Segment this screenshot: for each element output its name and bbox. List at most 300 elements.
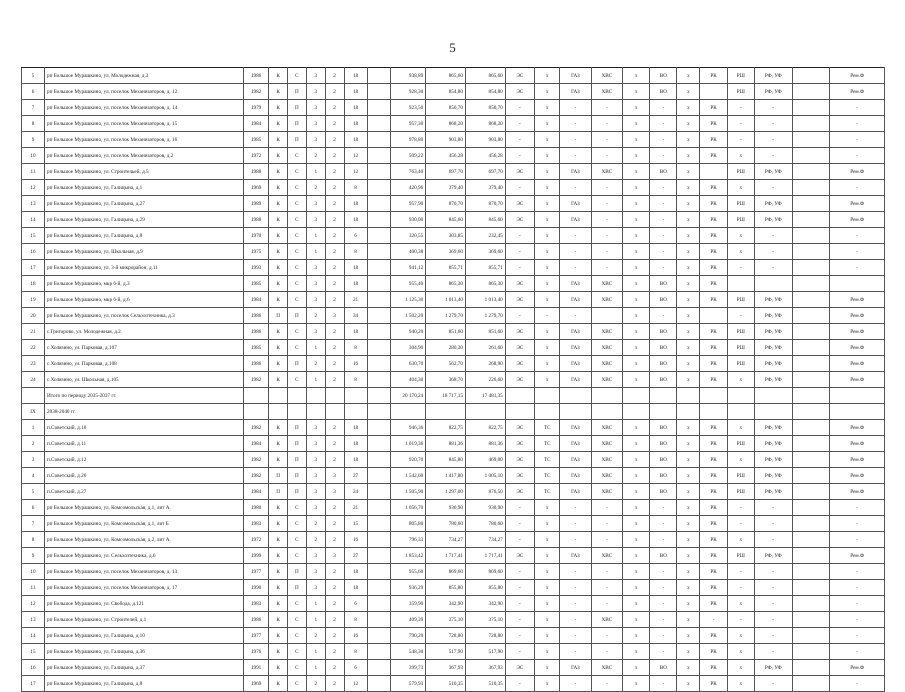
cell-i: ЭС <box>505 164 534 180</box>
cell-year: 1986 <box>244 308 269 324</box>
cell-u: - <box>830 116 885 132</box>
cell-c: 3 <box>306 324 325 340</box>
cell-n: 3 <box>22 452 45 468</box>
cell-g <box>426 404 466 420</box>
cell-e: 18 <box>344 68 367 84</box>
cell-s: РФ, УФ <box>754 468 792 484</box>
cell-b: С <box>287 660 306 676</box>
cell-a: К <box>269 644 288 660</box>
cell-k <box>560 404 591 420</box>
cell-a: К <box>269 84 288 100</box>
cell-r: х <box>727 660 754 676</box>
cell-u: Рем.Ф <box>830 84 885 100</box>
cell-e: 18 <box>344 324 367 340</box>
cell-c: 1 <box>306 372 325 388</box>
cell-d: 2 <box>325 164 344 180</box>
cell-f: 923,50 <box>390 100 426 116</box>
cell-m: х <box>623 596 650 612</box>
cell-a: К <box>269 660 288 676</box>
cell-blank <box>367 340 390 356</box>
cell-s: РФ, УФ <box>754 372 792 388</box>
cell-o: ВО <box>650 484 677 500</box>
cell-t <box>792 676 830 692</box>
cell-t <box>792 324 830 340</box>
cell-m: х <box>623 116 650 132</box>
cell-u: Рем.Ф <box>830 196 885 212</box>
table-row <box>22 164 885 180</box>
cell-o: ВО <box>650 436 677 452</box>
cell-i: - <box>505 148 534 164</box>
cell-c: 1 <box>306 596 325 612</box>
cell-e: 18 <box>344 212 367 228</box>
table-row <box>22 148 885 164</box>
cell-j: х <box>535 596 560 612</box>
cell-n: 14 <box>22 212 45 228</box>
cell-a: К <box>269 148 288 164</box>
cell-addr: рп Большое Мурашкино, ул. Галицына, д.8 <box>45 228 244 244</box>
cell-o: ВО <box>650 84 677 100</box>
cell-o: ВО <box>650 340 677 356</box>
cell-q: РК <box>700 484 727 500</box>
cell-r: РШ <box>727 340 754 356</box>
cell-s: РФ, УФ <box>754 84 792 100</box>
cell-t <box>792 612 830 628</box>
cell-r: РШ <box>727 484 754 500</box>
cell-p: х <box>677 84 700 100</box>
cell-year: 1985 <box>244 340 269 356</box>
cell-m: х <box>623 68 650 84</box>
cell-addr: с.Григорово, ул. Молодежная, д.2 <box>45 324 244 340</box>
cell-c: 3 <box>306 196 325 212</box>
cell-e: 34 <box>344 308 367 324</box>
cell-i <box>505 404 534 420</box>
cell-e: 8 <box>344 612 367 628</box>
cell-a: К <box>269 164 288 180</box>
cell-d: 3 <box>325 308 344 324</box>
cell-addr: рп Большое Мурашкино, ул. поселок Механизаторов, д. 17 <box>45 580 244 596</box>
cell-j: х <box>535 612 560 628</box>
cell-j: х <box>535 148 560 164</box>
cell-addr: рп Большое Мурашкино, ул. Галицына, д.10 <box>45 628 244 644</box>
cell-a: К <box>269 340 288 356</box>
cell-n: 5 <box>22 68 45 84</box>
cell-k <box>560 388 591 404</box>
cell-g: 822,75 <box>426 420 466 436</box>
cell-d: 2 <box>325 644 344 660</box>
cell-j: ТС <box>535 436 560 452</box>
cell-blank <box>367 164 390 180</box>
cell-l: - <box>591 116 622 132</box>
cell-addr: рп Большое Мурашкино, ул. Школьная, д.9 <box>45 244 244 260</box>
cell-f: 938,89 <box>390 68 426 84</box>
cell-s: - <box>754 244 792 260</box>
cell-n: 8 <box>22 116 45 132</box>
cell-n: 9 <box>22 132 45 148</box>
cell-p: х <box>677 644 700 660</box>
cell-d: 2 <box>325 596 344 612</box>
cell-p: х <box>677 372 700 388</box>
cell-l: - <box>591 564 622 580</box>
cell-r: РШ <box>727 324 754 340</box>
cell-a: К <box>269 68 288 84</box>
table-row <box>22 276 885 292</box>
cell-n: 17 <box>22 260 45 276</box>
cell-e <box>344 388 367 404</box>
cell-b: С <box>287 180 306 196</box>
cell-t <box>792 452 830 468</box>
cell-h: 903,80 <box>465 132 505 148</box>
cell-k: ГАЗ <box>560 196 591 212</box>
cell-blank <box>367 276 390 292</box>
table-row <box>22 468 885 484</box>
cell-addr: рп Большое Мурашкино, ул. Галицына, д.27 <box>45 196 244 212</box>
cell-i: ЭС <box>505 548 534 564</box>
cell-addr: с.Холязино, ул. Парковая, д.107 <box>45 340 244 356</box>
cell-f: 805,80 <box>390 516 426 532</box>
cell-i: ЭС <box>505 196 534 212</box>
cell-u: - <box>830 516 885 532</box>
cell-a: К <box>269 420 288 436</box>
cell-q: РК <box>700 452 727 468</box>
cell-blank <box>367 132 390 148</box>
cell-j: х <box>535 644 560 660</box>
cell-q: РК <box>700 548 727 564</box>
cell-e: 12 <box>344 164 367 180</box>
cell-j: ТС <box>535 420 560 436</box>
cell-m: х <box>623 100 650 116</box>
cell-u: - <box>830 260 885 276</box>
cell-b: С <box>287 676 306 692</box>
cell-f: 1 125,30 <box>390 292 426 308</box>
cell-t <box>792 500 830 516</box>
cell-h: 865,60 <box>465 68 505 84</box>
cell-m: х <box>623 180 650 196</box>
cell-f: 955,60 <box>390 564 426 580</box>
cell-m: х <box>623 532 650 548</box>
cell-p: х <box>677 180 700 196</box>
cell-u: - <box>830 564 885 580</box>
cell-h: 845,60 <box>465 212 505 228</box>
table-row <box>22 452 885 468</box>
cell-e: 18 <box>344 116 367 132</box>
cell-s: - <box>754 564 792 580</box>
cell-u: Рем.Ф <box>830 324 885 340</box>
cell-a: П <box>269 468 288 484</box>
cell-n: 8 <box>22 532 45 548</box>
cell-p: х <box>677 596 700 612</box>
cell-d: 2 <box>325 612 344 628</box>
cell-o: - <box>650 196 677 212</box>
cell-year: 1976 <box>244 644 269 660</box>
cell-j: х <box>535 580 560 596</box>
cell-n: 4 <box>22 468 45 484</box>
cell-c: 3 <box>306 500 325 516</box>
cell-d: 2 <box>325 628 344 644</box>
cell-l: ХВС <box>591 452 622 468</box>
cell-b: С <box>287 532 306 548</box>
cell-e: 27 <box>344 548 367 564</box>
cell-addr: рп Большое Мурашкино, ул. поселок Механизаторов, д. 14 <box>45 100 244 116</box>
cell-h: 728,80 <box>465 628 505 644</box>
cell-addr: рп Большое Мурашкино, ул. поселок Механизаторов, д.2 <box>45 148 244 164</box>
table-row <box>22 180 885 196</box>
cell-s: РФ, УФ <box>754 164 792 180</box>
cell-a <box>269 388 288 404</box>
cell-p: х <box>677 452 700 468</box>
cell-addr: п.Советский, д.11 <box>45 436 244 452</box>
cell-q: РК <box>700 196 727 212</box>
cell-u: Рем.Ф <box>830 548 885 564</box>
cell-o: ВО <box>650 372 677 388</box>
cell-i: - <box>505 596 534 612</box>
cell-u: Рем.Ф <box>830 308 885 324</box>
cell-g: 1 417,80 <box>426 468 466 484</box>
cell-a: К <box>269 228 288 244</box>
cell-r <box>727 404 754 420</box>
cell-f: 1 502,20 <box>390 308 426 324</box>
cell-h: 870,70 <box>465 196 505 212</box>
cell-o: - <box>650 244 677 260</box>
cell-d: 2 <box>325 660 344 676</box>
cell-s: - <box>754 132 792 148</box>
cell-s: - <box>754 676 792 692</box>
cell-i: - <box>505 308 534 324</box>
cell-g: 865,30 <box>426 276 466 292</box>
cell-n: 10 <box>22 564 45 580</box>
cell-e: 8 <box>344 340 367 356</box>
cell-o: - <box>650 580 677 596</box>
cell-g: 881,36 <box>426 436 466 452</box>
cell-p: х <box>677 68 700 84</box>
cell-c: 3 <box>306 212 325 228</box>
cell-o: - <box>650 596 677 612</box>
cell-addr: рп Большое Мурашкино, ул. Молодежная, д.3 <box>45 68 244 84</box>
cell-e: 18 <box>344 420 367 436</box>
cell-u: Рем.Ф <box>830 292 885 308</box>
cell-q: РК <box>700 516 727 532</box>
cell-addr: рп Большое Мурашкино, ул. поселок Механизаторов, д. 16 <box>45 132 244 148</box>
cell-f: 359,90 <box>390 596 426 612</box>
cell-d: 2 <box>325 100 344 116</box>
cell-a: К <box>269 100 288 116</box>
cell-o <box>650 404 677 420</box>
cell-d: 2 <box>325 356 344 372</box>
cell-o: - <box>650 132 677 148</box>
cell-q <box>700 84 727 100</box>
cell-a: К <box>269 436 288 452</box>
cell-r: х <box>727 244 754 260</box>
cell-i: ЭС <box>505 212 534 228</box>
cell-u: - <box>830 100 885 116</box>
cell-k: - <box>560 596 591 612</box>
cell-a <box>269 404 288 420</box>
cell-p: х <box>677 660 700 676</box>
cell-d: 2 <box>325 228 344 244</box>
cell-t <box>792 116 830 132</box>
cell-r <box>727 388 754 404</box>
cell-p: х <box>677 436 700 452</box>
cell-b: П <box>287 308 306 324</box>
cell-p: х <box>677 420 700 436</box>
cell-l: ХВС <box>591 468 622 484</box>
cell-d: 2 <box>325 452 344 468</box>
cell-m: х <box>623 340 650 356</box>
cell-u: - <box>830 148 885 164</box>
cell-u: - <box>830 180 885 196</box>
cell-m: х <box>623 516 650 532</box>
cell-year: 1984 <box>244 436 269 452</box>
cell-j: ТС <box>535 452 560 468</box>
cell-s: РФ, УФ <box>754 340 792 356</box>
cell-j: х <box>535 68 560 84</box>
cell-a: К <box>269 276 288 292</box>
cell-b: П <box>287 356 306 372</box>
cell-blank <box>367 628 390 644</box>
cell-m: х <box>623 212 650 228</box>
cell-r: - <box>727 116 754 132</box>
cell-addr: рп Большое Мурашкино, ул. Комсомольская, д.1, лит Б <box>45 516 244 532</box>
cell-h: 510,35 <box>465 676 505 692</box>
cell-h: 469,00 <box>465 452 505 468</box>
cell-d: 2 <box>325 132 344 148</box>
cell-e: 18 <box>344 100 367 116</box>
cell-g: 517,90 <box>426 644 466 660</box>
cell-c: 1 <box>306 164 325 180</box>
cell-h: 1 013,40 <box>465 292 505 308</box>
table-row <box>22 500 885 516</box>
cell-year <box>244 388 269 404</box>
cell-m: х <box>623 132 650 148</box>
cell-c: 2 <box>306 180 325 196</box>
cell-l <box>591 308 622 324</box>
cell-blank <box>367 404 390 420</box>
cell-h: 734,27 <box>465 532 505 548</box>
cell-m: х <box>623 564 650 580</box>
cell-o: - <box>650 516 677 532</box>
cell-s: РФ, УФ <box>754 308 792 324</box>
cell-t <box>792 420 830 436</box>
cell-h: 342,90 <box>465 596 505 612</box>
cell-blank <box>367 244 390 260</box>
cell-c <box>306 388 325 404</box>
cell-t <box>792 468 830 484</box>
table-row <box>22 228 885 244</box>
cell-b: П <box>287 452 306 468</box>
cell-f: 936,29 <box>390 580 426 596</box>
cell-c <box>306 404 325 420</box>
cell-g: 367,93 <box>426 660 466 676</box>
cell-r <box>727 276 754 292</box>
cell-r: РШ <box>727 84 754 100</box>
cell-d: 2 <box>325 372 344 388</box>
cell-q <box>700 404 727 420</box>
cell-j: х <box>535 164 560 180</box>
cell-p: х <box>677 580 700 596</box>
cell-s: РФ, УФ <box>754 436 792 452</box>
cell-addr: п.Советский, д.10 <box>45 420 244 436</box>
cell-g: 851,60 <box>426 324 466 340</box>
cell-d: 2 <box>325 276 344 292</box>
table-row <box>22 308 885 324</box>
cell-q: РК <box>700 468 727 484</box>
cell-r: РШ <box>727 212 754 228</box>
cell-d: 2 <box>325 532 344 548</box>
cell-c: 3 <box>306 84 325 100</box>
cell-h: 1 717,41 <box>465 548 505 564</box>
cell-addr: рп Большое Мурашкино, ул. Галицына, д.8 <box>45 676 244 692</box>
cell-l: - <box>591 228 622 244</box>
table-row <box>22 420 885 436</box>
cell-d: 2 <box>325 676 344 692</box>
cell-addr: рп Большое Мурашкино, ул. поселок Механизаторов, д. 13 <box>45 564 244 580</box>
cell-m <box>623 388 650 404</box>
table-row <box>22 324 885 340</box>
cell-a: К <box>269 292 288 308</box>
cell-n: 12 <box>22 596 45 612</box>
cell-r: РШ <box>727 436 754 452</box>
cell-a: К <box>269 500 288 516</box>
cell-d: 2 <box>325 340 344 356</box>
table-row <box>22 644 885 660</box>
cell-g: 18 717,15 <box>426 388 466 404</box>
cell-r: РШ <box>727 164 754 180</box>
cell-r: х <box>727 228 754 244</box>
cell-n: 14 <box>22 628 45 644</box>
cell-year: 1988 <box>244 212 269 228</box>
cell-l: - <box>591 596 622 612</box>
cell-b: С <box>287 500 306 516</box>
cell-addr: рп Большое Мурашкино, ул. Комсомольская, д.2, лит А <box>45 532 244 548</box>
cell-d: 2 <box>325 180 344 196</box>
cell-c: 2 <box>306 676 325 692</box>
table-row <box>22 372 885 388</box>
cell-c: 2 <box>306 628 325 644</box>
cell-l: ХВС <box>591 484 622 500</box>
cell-k: - <box>560 180 591 196</box>
cell-d <box>325 388 344 404</box>
cell-g: 1 279,70 <box>426 308 466 324</box>
cell-a: К <box>269 180 288 196</box>
cell-s: РФ, УФ <box>754 68 792 84</box>
cell-l: - <box>591 244 622 260</box>
cell-s: - <box>754 180 792 196</box>
cell-k: - <box>560 116 591 132</box>
cell-l: - <box>591 516 622 532</box>
page-number: 5 <box>449 40 456 55</box>
cell-g: 865,60 <box>426 68 466 84</box>
cell-p: х <box>677 100 700 116</box>
cell-b: П <box>287 484 306 500</box>
cell-blank <box>367 580 390 596</box>
cell-addr: рп Большое Мурашкино, ул. Галицына, д.1 <box>45 180 244 196</box>
cell-r: х <box>727 180 754 196</box>
cell-d: 2 <box>325 148 344 164</box>
cell-n: 2 <box>22 436 45 452</box>
cell-f: 790,20 <box>390 628 426 644</box>
cell-g: 1 297,00 <box>426 484 466 500</box>
cell-h: 232,45 <box>465 228 505 244</box>
table-row <box>22 116 885 132</box>
cell-c: 3 <box>306 548 325 564</box>
cell-d <box>325 404 344 420</box>
cell-m: х <box>623 196 650 212</box>
cell-g: 342,90 <box>426 596 466 612</box>
cell-r: РШ <box>727 196 754 212</box>
cell-k: - <box>560 612 591 628</box>
cell-f: 763,40 <box>390 164 426 180</box>
cell-m: х <box>623 436 650 452</box>
cell-addr: рп Большое Мурашкино, ул. Свобода, д.121 <box>45 596 244 612</box>
